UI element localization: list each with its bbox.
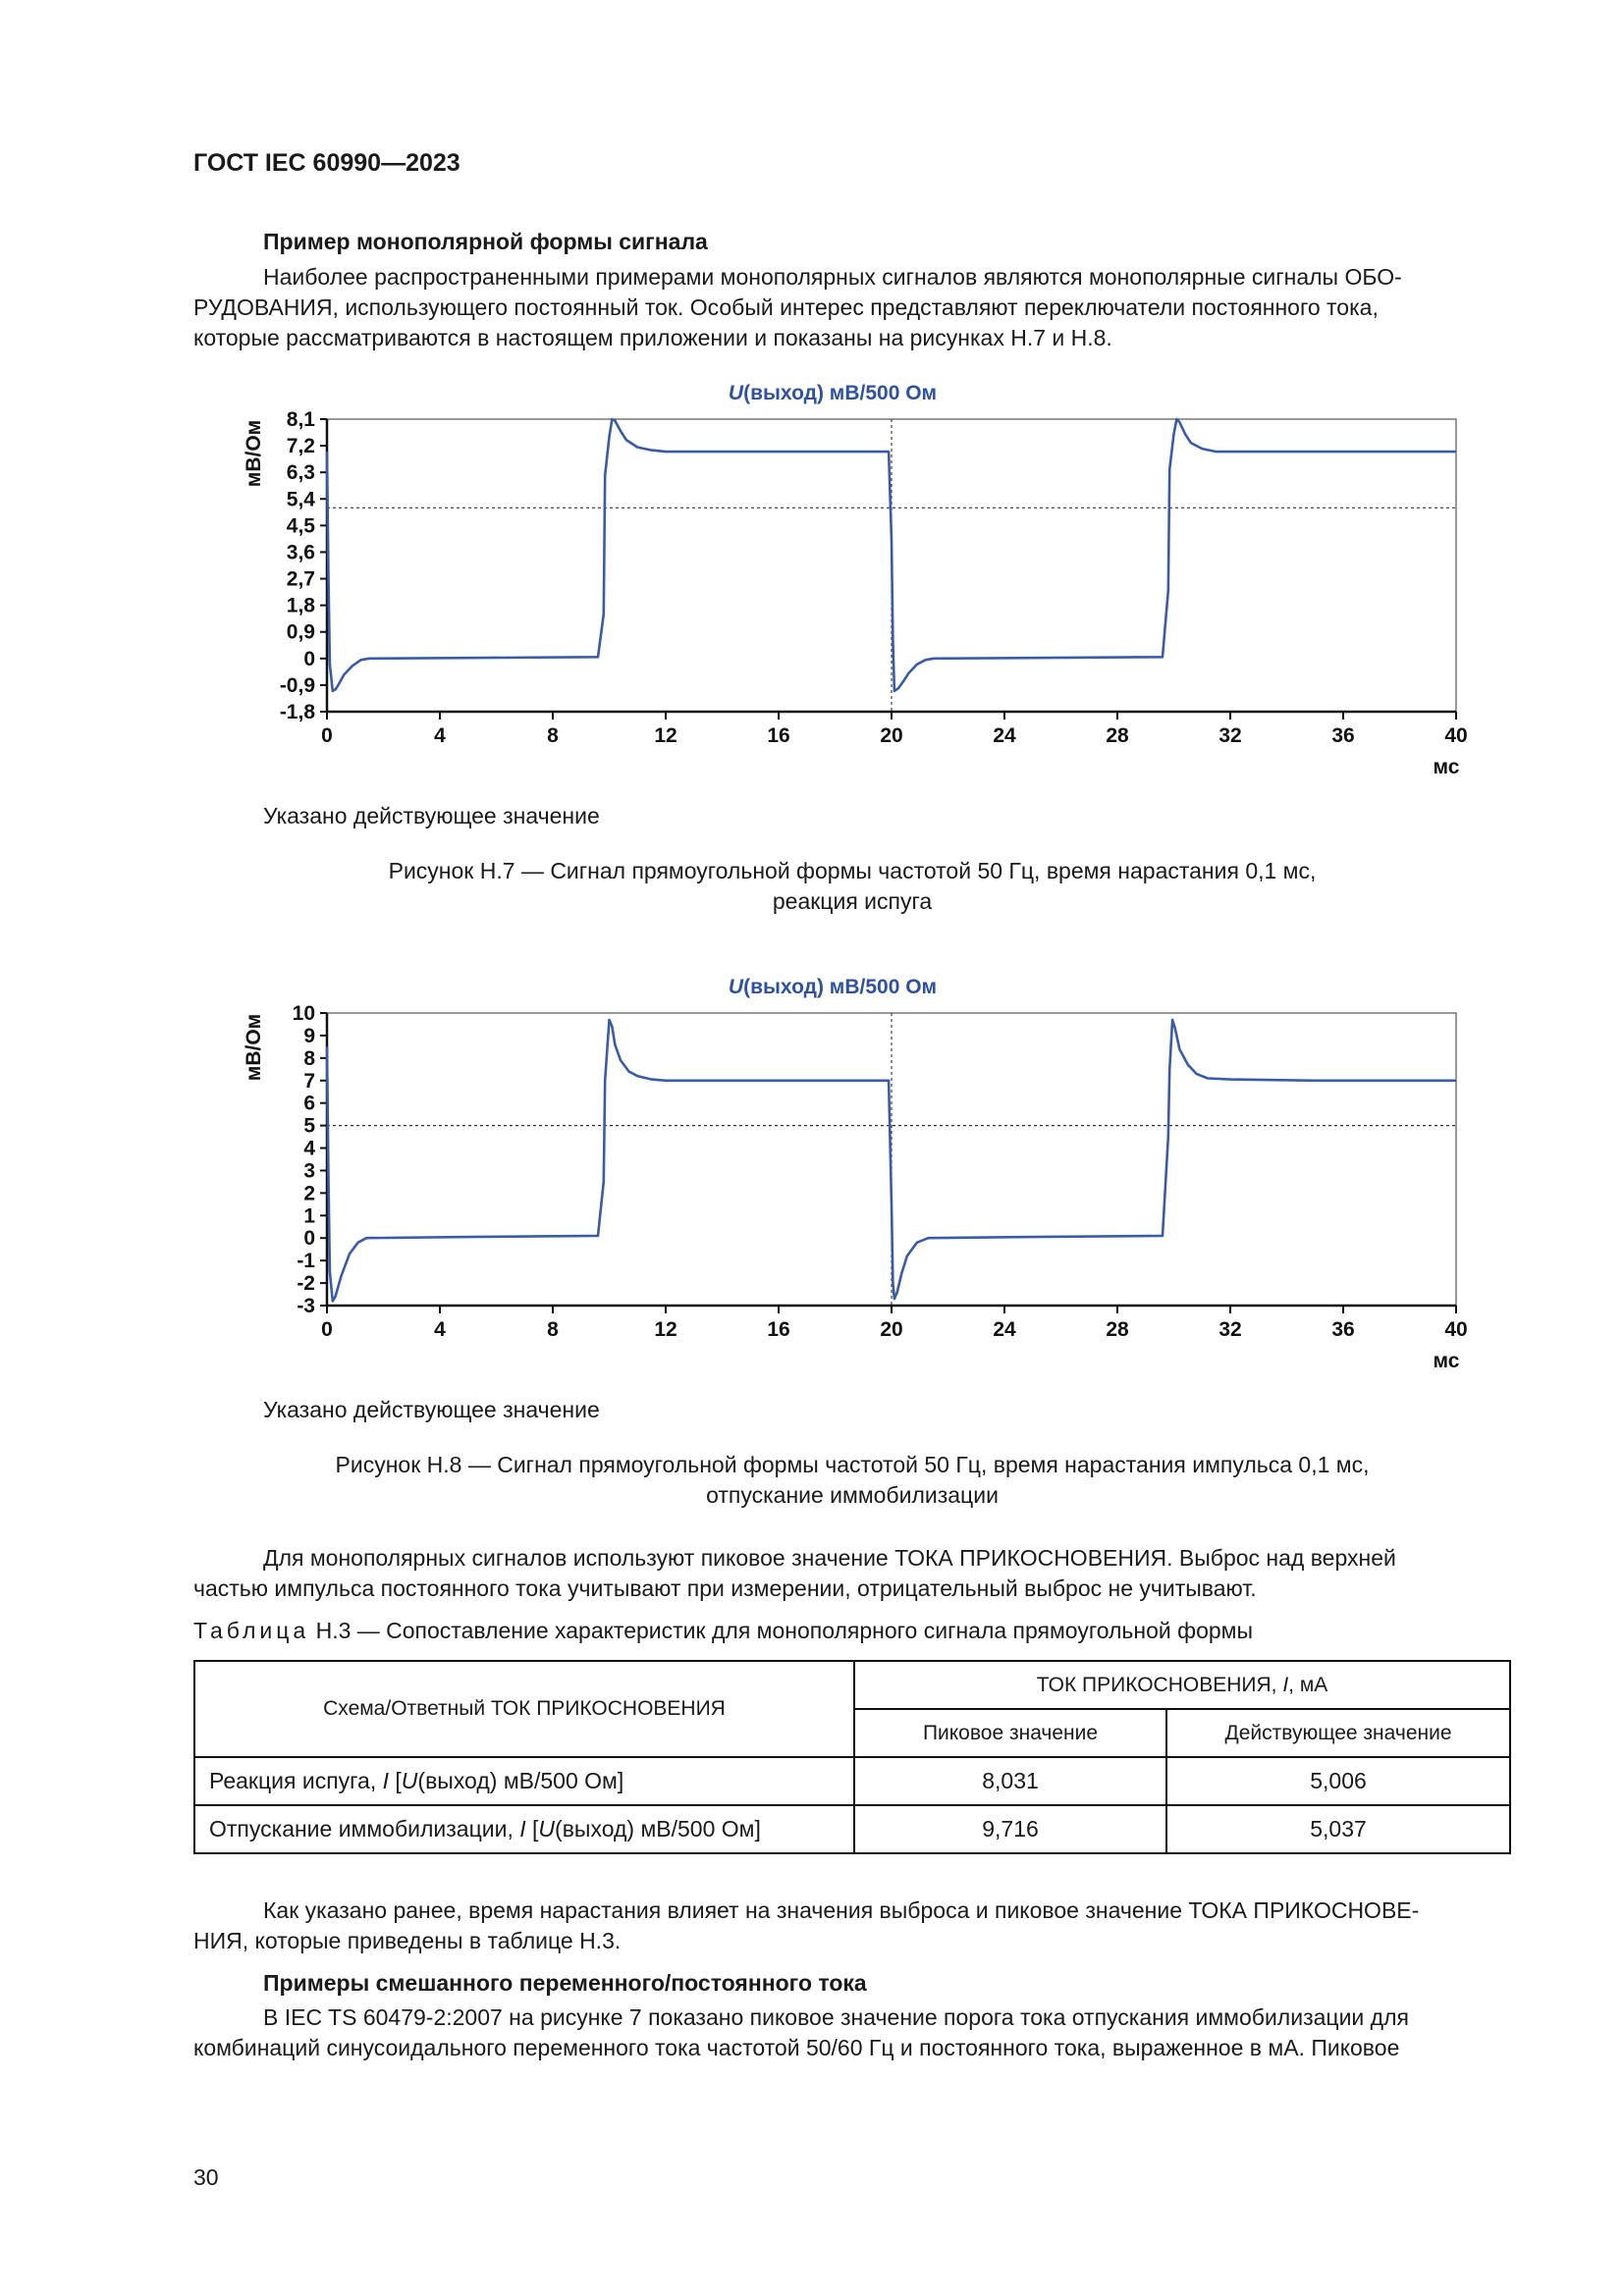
x-tick-label: 24 xyxy=(993,1318,1016,1341)
paragraph-mixed-current xyxy=(193,2002,1511,2063)
y-tick-label: 0 xyxy=(303,647,315,670)
caption-line: Рисунок Н.7 — Сигнал прямоугольной формы частотой 50 Гц, время нарастания 0,1 мс, xyxy=(388,858,1317,883)
x-tick-label: 8 xyxy=(547,1318,559,1341)
x-tick-label: 4 xyxy=(434,724,446,747)
y-axis-label: мВ/Ом xyxy=(243,419,265,488)
table-cell-label: Отпускание иммобилизации, I [U(выход) мВ/500 Ом] xyxy=(194,1805,854,1853)
y-tick-label: 10 xyxy=(292,1002,315,1025)
x-tick-label: 16 xyxy=(767,724,790,747)
x-tick-label: 32 xyxy=(1218,724,1242,747)
y-tick-label: 8 xyxy=(303,1046,315,1070)
y-tick-label: 7 xyxy=(303,1069,315,1093)
comparison-table xyxy=(193,1660,1511,1854)
x-tick-label: 40 xyxy=(1444,1318,1468,1341)
caption-line: Рисунок Н.8 — Сигнал прямоугольной формы частотой 50 Гц, время нарастания импульса 0,1 мс, xyxy=(335,1452,1370,1477)
y-tick-label: -0,9 xyxy=(279,673,315,697)
y-tick-label: -1,8 xyxy=(279,701,315,723)
paragraph-monopolar-intro xyxy=(193,262,1511,353)
table-header-rms: Действующее значение xyxy=(1166,1709,1510,1757)
x-axis-label: мс xyxy=(1433,1350,1460,1372)
figure-h7-note: Указано действующее значение xyxy=(263,803,600,828)
x-tick-label: 24 xyxy=(993,724,1016,747)
x-tick-label: 28 xyxy=(1106,724,1129,747)
table-cell-peak: 9,716 xyxy=(854,1805,1166,1853)
paragraph-line: которые рассматриваются в настоящем приложении и показаны на рисунках Н.7 и Н.8. xyxy=(193,325,1112,350)
caption-line: реакция испуга xyxy=(772,888,933,914)
table-cell-rms: 5,006 xyxy=(1166,1757,1510,1805)
y-tick-label: 5 xyxy=(303,1114,315,1138)
y-axis-label: мВ/Ом xyxy=(243,1013,265,1082)
paragraph-line: В IEC TS 60479-2:2007 на рисунке 7 показано пиковое значение порога тока отпускания иммобилизации для xyxy=(263,2004,1409,2030)
figure-h8-chart xyxy=(226,967,1502,1372)
table-title: Таблица Н.3 — Сопоставление характеристик для монополярного сигнала прямоугольной формы xyxy=(193,1618,1253,1643)
y-tick-label: -2 xyxy=(297,1272,315,1296)
x-tick-label: 16 xyxy=(767,1318,790,1341)
table-cell-peak: 8,031 xyxy=(854,1757,1166,1805)
table-row xyxy=(194,1757,1510,1805)
chart-title: U(выход) мВ/500 Ом xyxy=(728,382,938,404)
y-tick-label: 0 xyxy=(303,1227,315,1251)
table-header-scheme: Схема/Ответный ТОК ПРИКОСНОВЕНИЯ xyxy=(194,1661,854,1757)
figure-h7-chart xyxy=(226,373,1502,778)
y-tick-label: 4,5 xyxy=(286,514,315,538)
y-tick-label: 1 xyxy=(303,1204,315,1228)
x-tick-label: 32 xyxy=(1218,1318,1242,1341)
table-header-group: ТОК ПРИКОСНОВЕНИЯ, I, мА xyxy=(854,1661,1510,1709)
page-number: 30 xyxy=(193,2164,219,2190)
table-header-peak: Пиковое значение xyxy=(854,1709,1166,1757)
figure-h8-note: Указано действующее значение xyxy=(263,1397,600,1422)
y-tick-label: 6,3 xyxy=(286,461,315,485)
chart-title: U(выход) мВ/500 Ом xyxy=(728,976,938,998)
x-tick-label: 4 xyxy=(434,1318,446,1341)
section-heading-monopolar: Пример монополярной формы сигнала xyxy=(263,229,708,254)
x-tick-label: 36 xyxy=(1331,1318,1355,1341)
y-tick-label: 2,7 xyxy=(286,567,315,591)
x-tick-label: 36 xyxy=(1331,724,1355,747)
x-tick-label: 12 xyxy=(654,1318,677,1341)
x-tick-label: 28 xyxy=(1106,1318,1129,1341)
y-tick-label: 3,6 xyxy=(286,541,315,564)
y-tick-label: 8,1 xyxy=(286,408,315,431)
y-tick-label: 3 xyxy=(303,1159,315,1183)
y-tick-label: 0,9 xyxy=(286,620,315,644)
paragraph-line: НИЯ, которые приведены в таблице Н.3. xyxy=(193,1928,622,1953)
y-tick-label: 5,4 xyxy=(286,488,315,511)
paragraph-line: комбинаций синусоидального переменного тока частотой 50/60 Гц и постоянного тока, выраженное в мА. Пиковое xyxy=(193,2035,1400,2060)
paragraph-line: Как указано ранее, время нарастания влияет на значения выброса и пиковое значение ТОКА ПРИКОСНОВЕ- xyxy=(263,1897,1420,1923)
figure-h7-caption xyxy=(193,856,1511,917)
y-tick-label: 4 xyxy=(303,1137,315,1160)
x-tick-label: 20 xyxy=(880,1318,903,1341)
paragraph-line: Наиболее распространенными примерами монополярных сигналов являются монополярные сигналы ОБО- xyxy=(263,264,1402,290)
table-row xyxy=(194,1805,1510,1853)
x-tick-label: 0 xyxy=(321,724,333,747)
x-tick-label: 40 xyxy=(1444,724,1468,747)
y-tick-label: 1,8 xyxy=(286,594,315,617)
caption-line: отпускание иммобилизации xyxy=(706,1482,999,1508)
paragraph-rise-time xyxy=(193,1896,1511,1956)
document-id: ГОСТ IEC 60990—2023 xyxy=(193,149,460,177)
paragraph-line: Для монополярных сигналов используют пиковое значение ТОКА ПРИКОСНОВЕНИЯ. Выброс над верхней xyxy=(263,1545,1396,1571)
y-tick-label: 7,2 xyxy=(286,435,315,458)
y-tick-label: 6 xyxy=(303,1092,315,1115)
section-heading-mixed: Примеры смешанного переменного/постоянного тока xyxy=(263,1970,867,1996)
x-tick-label: 20 xyxy=(880,724,903,747)
paragraph-line: РУДОВАНИЯ, использующего постоянный ток. Особый интерес представляют переключатели постоянного тока, xyxy=(193,294,1379,320)
table-cell-label: Реакция испуга, I [U(выход) мВ/500 Ом] xyxy=(194,1757,854,1805)
y-tick-label: -3 xyxy=(297,1295,315,1317)
x-tick-label: 0 xyxy=(321,1318,333,1341)
paragraph-peak-value xyxy=(193,1543,1511,1604)
x-tick-label: 8 xyxy=(547,724,559,747)
table-cell-rms: 5,037 xyxy=(1166,1805,1510,1853)
figure-h8-caption xyxy=(193,1450,1511,1511)
y-tick-label: 9 xyxy=(303,1024,315,1047)
x-axis-label: мс xyxy=(1433,756,1460,778)
paragraph-line: частью импульса постоянного тока учитывают при измерении, отрицательный выброс не учитывают. xyxy=(193,1575,1257,1601)
y-tick-label: -1 xyxy=(297,1250,315,1273)
x-tick-label: 12 xyxy=(654,724,677,747)
y-tick-label: 2 xyxy=(303,1182,315,1205)
